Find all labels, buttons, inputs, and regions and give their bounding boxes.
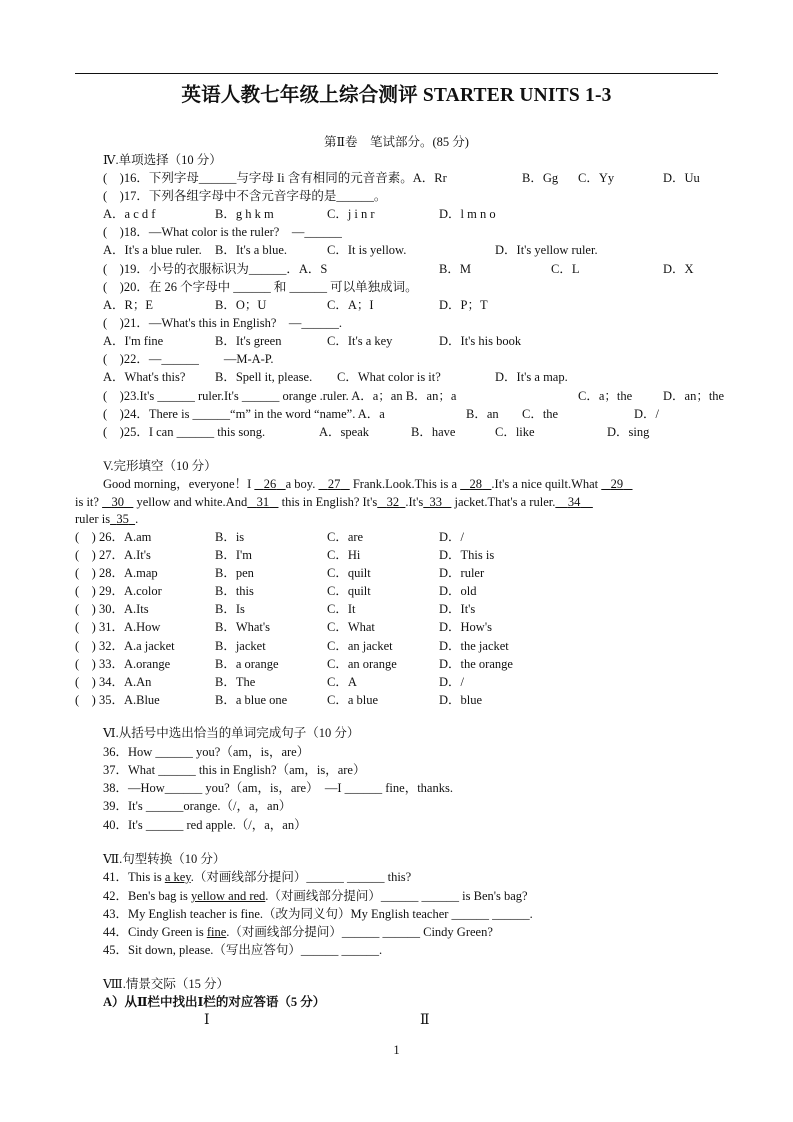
question-stem: ( )20．在 26 个字母中 ______ 和 ______ 可以单独成词。 bbox=[103, 280, 418, 294]
column-label-2: Ⅱ bbox=[420, 1013, 430, 1028]
option-c: C．Hi bbox=[327, 548, 361, 562]
option-a: A．speak bbox=[319, 425, 369, 439]
passage-text: . bbox=[135, 512, 139, 526]
option-c: C．quilt bbox=[327, 584, 371, 598]
option-b: B．g h k m bbox=[215, 207, 274, 221]
column-label-1: Ⅰ bbox=[204, 1013, 210, 1028]
question-stem: ( )24．There is ______“m” in the word “name”. A．a bbox=[103, 407, 385, 421]
option-d: D．This is bbox=[439, 548, 495, 562]
cloze-option-row: ( ) 33．A.orange bbox=[75, 657, 171, 671]
cloze-blank-28: 28 bbox=[469, 477, 483, 491]
cloze-option-row: ( ) 30．A.Its bbox=[75, 602, 149, 616]
question-stem: ( )22．—______ —M-A-P. bbox=[103, 352, 274, 366]
option-d: D．It's yellow ruler. bbox=[495, 243, 598, 257]
option-a: A．a c d f bbox=[103, 207, 156, 221]
option-b: B．a blue one bbox=[215, 693, 288, 707]
cloze-blank-34: 34 bbox=[567, 495, 581, 509]
cloze-line-1 bbox=[103, 476, 633, 492]
option-b: B．It's green bbox=[215, 334, 282, 348]
page-title: 英语人教七年级上综合测评 STARTER UNITS 1-3 bbox=[181, 85, 612, 106]
option-b: B．What's bbox=[215, 620, 271, 634]
passage-text: Frank.Look.This is a bbox=[352, 477, 458, 491]
cloze-blank-32: 32 bbox=[386, 495, 400, 509]
option-b: B．jacket bbox=[215, 639, 266, 653]
option-d: D．sing bbox=[607, 425, 650, 439]
question-stem: ( )19．小号的衣服标识为______．A．S bbox=[103, 262, 328, 276]
cloze-option-row: ( ) 31．A.How bbox=[75, 620, 161, 634]
option-d: D．How's bbox=[439, 620, 492, 634]
option-a: A．I'm fine bbox=[103, 334, 164, 348]
option-d: D．It's a map. bbox=[495, 370, 568, 384]
passage-text: this in English? It's bbox=[281, 495, 378, 509]
cloze-line-2 bbox=[75, 494, 593, 510]
option-c: C．A；I bbox=[327, 298, 374, 312]
passage-text: is it? bbox=[75, 495, 99, 509]
option-b: B．a orange bbox=[215, 657, 279, 671]
transform-item: 41．This is a key.（对画线部分提问）______ ______ this? bbox=[103, 870, 412, 884]
cloze-blank-35: 35 bbox=[116, 512, 129, 526]
part-heading: A）从Ⅱ栏中找出Ⅰ栏的对应答语（5 分） bbox=[103, 995, 326, 1009]
option-d: D．P；T bbox=[439, 298, 488, 312]
option-c: C．What bbox=[327, 620, 375, 634]
option-c: C．an orange bbox=[327, 657, 397, 671]
passage-text: .It's a nice quilt.What bbox=[491, 477, 599, 491]
section-heading: Ⅶ.句型转换（10 分） bbox=[103, 852, 226, 866]
passage-text: yellow and white.And bbox=[136, 495, 248, 509]
option-c: C．A bbox=[327, 675, 357, 689]
option-b: B．Is bbox=[215, 602, 245, 616]
cloze-blank-26: 26 bbox=[263, 477, 277, 491]
cloze-option-row: ( ) 32．A.a jacket bbox=[75, 639, 175, 653]
option-b: B．O；U bbox=[215, 298, 267, 312]
option-d: D．an；the bbox=[663, 389, 725, 403]
passage-text: jacket.That's a ruler. bbox=[454, 495, 556, 509]
cloze-blank-29: 29 bbox=[610, 477, 624, 491]
option-b: B．It's a blue. bbox=[215, 243, 288, 257]
option-c: C．It's a key bbox=[327, 334, 393, 348]
option-c: C．like bbox=[495, 425, 535, 439]
section-heading: V.完形填空（10 分） bbox=[103, 459, 217, 473]
question-stem: ( )16．下列字母______与字母 Ii 含有相同的元音音素。A．Rr bbox=[103, 171, 447, 185]
option-b: B．an bbox=[466, 407, 499, 421]
option-d: D．It's his book bbox=[439, 334, 522, 348]
fill-item: 40．It's ______ red apple.（/，a，an） bbox=[103, 818, 307, 832]
option-d: D．old bbox=[439, 584, 477, 598]
cloze-option-row: ( ) 27．A.It's bbox=[75, 548, 151, 562]
question-stem: ( )17．下列各组字母中不含元音字母的是______。 bbox=[103, 189, 387, 203]
cloze-blank-33: 33 bbox=[429, 495, 443, 509]
cloze-blank-31: 31 bbox=[256, 495, 270, 509]
passage-text: Good morning，everyone！I bbox=[103, 477, 252, 491]
question-stem: ( )21．—What's this in English? —______. bbox=[103, 316, 343, 330]
option-d: D．l m n o bbox=[439, 207, 496, 221]
option-b: B．pen bbox=[215, 566, 254, 580]
option-c: C．quilt bbox=[327, 566, 371, 580]
fill-item: 39．It's ______orange.（/，a，an） bbox=[103, 799, 292, 813]
section-heading: Ⅷ.情景交际（15 分） bbox=[103, 977, 229, 991]
question-stem: ( )25．I can ______ this song. bbox=[103, 425, 266, 439]
option-c: C．Yy bbox=[578, 171, 615, 185]
option-d: D．Uu bbox=[663, 171, 700, 185]
page-number: 1 bbox=[393, 1043, 400, 1057]
option-b: B．I'm bbox=[215, 548, 252, 562]
question-stem: ( )23.It's ______ ruler.It's ______ orange .ruler. A．a；an B．an；a bbox=[103, 389, 457, 403]
option-c: C．L bbox=[551, 262, 580, 276]
option-c: C．a；the bbox=[578, 389, 633, 403]
option-d: D．the orange bbox=[439, 657, 513, 671]
section-heading: Ⅵ.从括号中选出恰当的单词完成句子（10 分） bbox=[103, 726, 360, 740]
option-c: C．What color is it? bbox=[337, 370, 441, 384]
option-c: C．It bbox=[327, 602, 356, 616]
option-d: D．X bbox=[663, 262, 694, 276]
passage-text: ruler is bbox=[75, 512, 111, 526]
option-d: D．ruler bbox=[439, 566, 485, 580]
option-b: B．Gg bbox=[522, 171, 559, 185]
option-a: A．R；E bbox=[103, 298, 154, 312]
transform-item: 45．Sit down, please.（写出应答句）______ ______. bbox=[103, 943, 383, 957]
option-a: A．It's a blue ruler. bbox=[103, 243, 202, 257]
option-c: C．an jacket bbox=[327, 639, 393, 653]
option-d: D．It's bbox=[439, 602, 476, 616]
fill-item: 36．How ______ you?（am，is，are） bbox=[103, 745, 310, 759]
option-b: B．Spell it, please. bbox=[215, 370, 313, 384]
option-b: B．have bbox=[411, 425, 456, 439]
passage-text: a boy. bbox=[285, 477, 316, 491]
cloze-blank-30: 30 bbox=[111, 495, 124, 509]
cloze-option-row: ( ) 34．A.An bbox=[75, 675, 152, 689]
transform-item: 42．Ben's bag is yellow and red.（对画线部分提问）______ ______ is Ben's bag? bbox=[103, 889, 528, 903]
option-d: D．blue bbox=[439, 693, 483, 707]
cloze-blank-27: 27 bbox=[327, 477, 341, 491]
option-d: D．the jacket bbox=[439, 639, 509, 653]
option-c: C．the bbox=[522, 407, 559, 421]
fill-item: 37．What ______ this in English?（am，is，are） bbox=[103, 763, 366, 777]
option-d: D．/ bbox=[439, 530, 465, 544]
option-b: B．M bbox=[439, 262, 471, 276]
section-heading: Ⅳ.单项选择（10 分） bbox=[103, 153, 222, 167]
option-b: B．is bbox=[215, 530, 245, 544]
option-c: C．are bbox=[327, 530, 364, 544]
option-b: B．this bbox=[215, 584, 254, 598]
option-c: C．a blue bbox=[327, 693, 379, 707]
cloze-option-row: ( ) 28．A.map bbox=[75, 566, 158, 580]
page-subtitle: 第Ⅱ卷 笔试部分。(85 分) bbox=[324, 135, 469, 149]
option-d: D．/ bbox=[634, 407, 660, 421]
cloze-option-row: ( ) 29．A.color bbox=[75, 584, 162, 598]
passage-text: .It's bbox=[405, 495, 424, 509]
cloze-option-row: ( ) 26．A.am bbox=[75, 530, 152, 544]
cloze-option-row: ( ) 35．A.Blue bbox=[75, 693, 160, 707]
option-b: B．The bbox=[215, 675, 256, 689]
option-a: A．What's this? bbox=[103, 370, 186, 384]
option-c: C．j i n r bbox=[327, 207, 375, 221]
cloze-line-3 bbox=[75, 511, 138, 527]
fill-item: 38．—How______ you?（am，is，are） —I ______ fine，thanks. bbox=[103, 781, 453, 795]
top-rule bbox=[75, 73, 718, 74]
transform-item: 43．My English teacher is fine.（改为同义句）My English teacher ______ ______. bbox=[103, 907, 533, 921]
question-stem: ( )18．—What color is the ruler? —______ bbox=[103, 225, 342, 239]
option-d: D．/ bbox=[439, 675, 465, 689]
transform-item: 44．Cindy Green is fine.（对画线部分提问）______ ______ Cindy Green? bbox=[103, 925, 493, 939]
option-c: C．It is yellow. bbox=[327, 243, 407, 257]
